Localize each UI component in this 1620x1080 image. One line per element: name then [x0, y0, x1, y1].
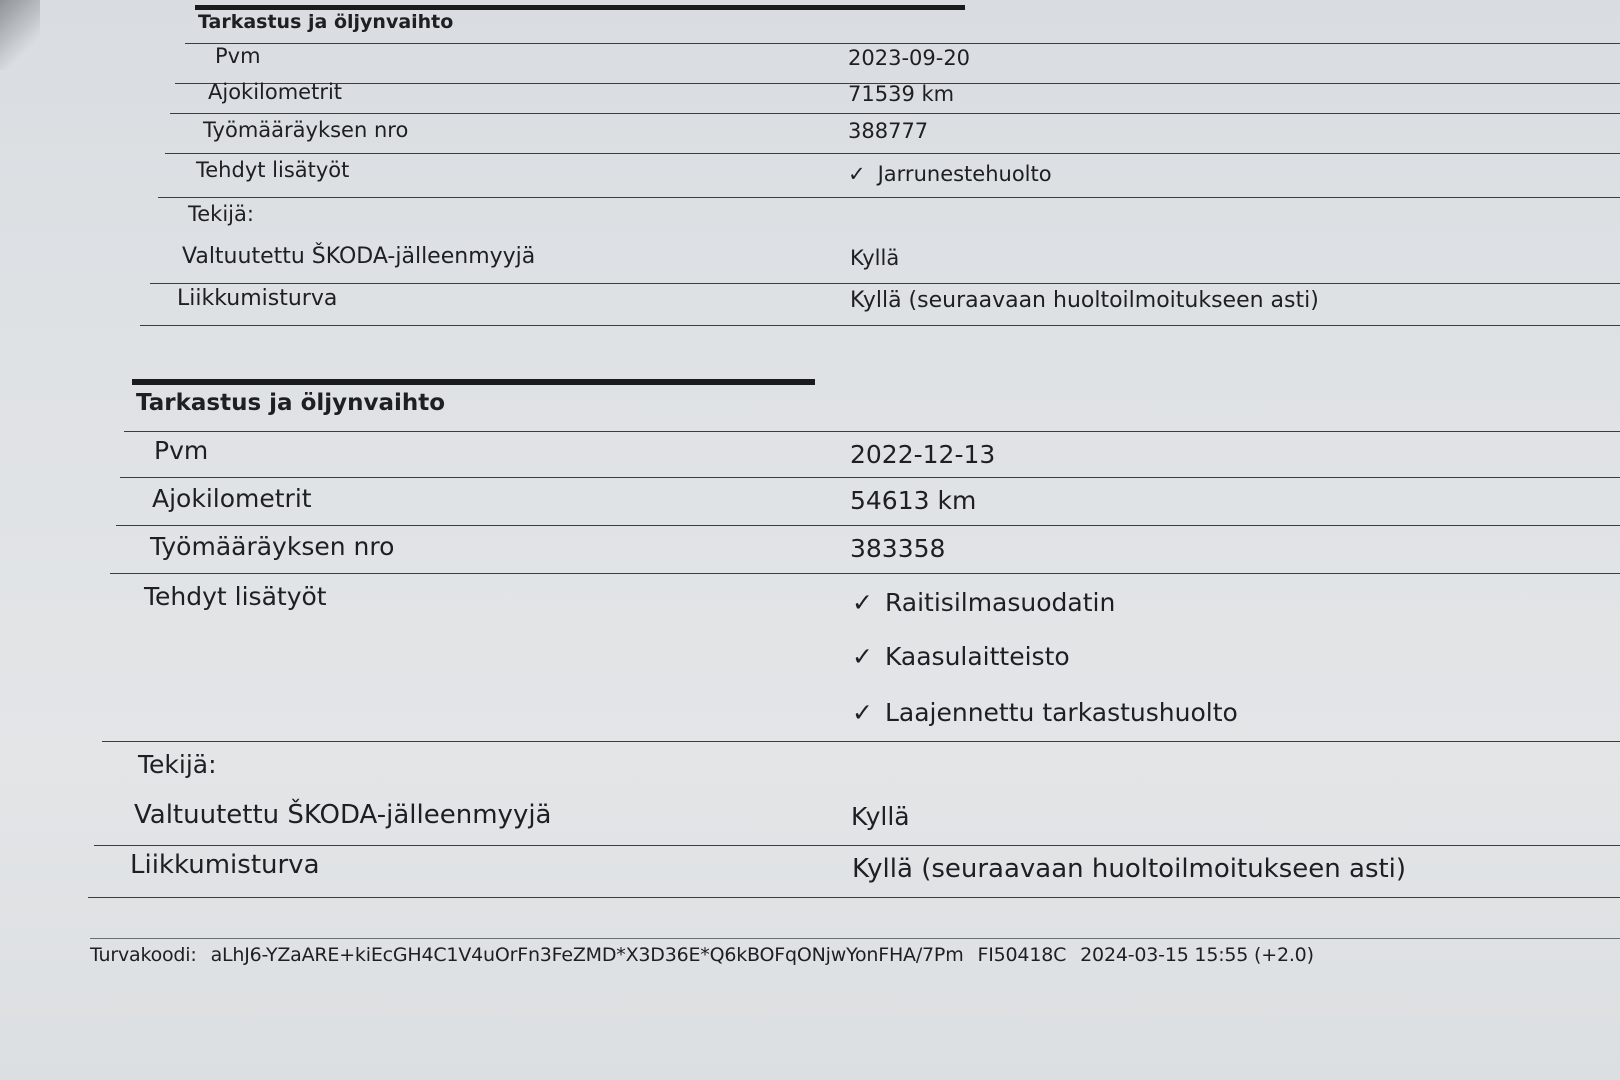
security-code-label: Turvakoodi: — [90, 944, 197, 966]
row-header-rule — [185, 0, 1620, 44]
row-mobility — [88, 846, 1620, 898]
mileage-value: 54613 km — [850, 486, 977, 515]
print-timestamp: 2024-03-15 15:55 (+2.0) — [1080, 944, 1314, 966]
checkmark-icon: ✓ — [852, 642, 873, 671]
mobility-value: Kyllä (seuraavaan huoltoilmoitukseen asti) — [850, 288, 1319, 313]
mileage-label: Ajokilometrit — [208, 80, 343, 104]
service-entry-2 — [92, 370, 1620, 900]
extra-item — [852, 698, 1238, 727]
row-mileage — [170, 80, 1620, 114]
date-value: 2023-09-20 — [848, 46, 971, 70]
checkmark-icon: ✓ — [852, 588, 873, 617]
checkmark-icon: ✓ — [848, 162, 866, 186]
row-order-number — [110, 526, 1620, 574]
order-number-label: Työmääräyksen nro — [150, 532, 395, 561]
maker-label: Tekijä: — [188, 202, 254, 226]
extra-item — [852, 588, 1115, 617]
mileage-label: Ajokilometrit — [152, 484, 312, 513]
extra-item-label: Kaasulaitteisto — [884, 642, 1070, 671]
dealer-label: Valtuutettu ŠKODA-jälleenmyyjä — [182, 244, 536, 269]
mobility-label: Liikkumisturva — [177, 286, 338, 311]
extra-item-label: Jarrunestehuolto — [877, 162, 1052, 186]
footer-rule — [90, 938, 1620, 939]
extra-item — [848, 162, 1052, 186]
order-number-value: 388777 — [848, 119, 929, 143]
row-date — [120, 432, 1620, 478]
row-mobility — [140, 284, 1620, 326]
mileage-value: 71539 km — [848, 82, 955, 106]
row-maker — [94, 742, 1620, 846]
mobility-value: Kyllä (seuraavaan huoltoilmoitukseen asti) — [852, 854, 1407, 884]
extra-item — [852, 642, 1070, 671]
extra-item-label: Raitisilmasuodatin — [884, 588, 1116, 617]
row-mileage — [116, 478, 1620, 526]
mobility-label: Liikkumisturva — [130, 850, 320, 880]
row-maker — [150, 198, 1620, 284]
security-code-value: aLhJ6-YZaARE+kiEcGH4C1V4uOrFn3FeZMD*X3D36E*Q6kBOFqONjwYonFHA/7Pm — [210, 944, 964, 966]
maker-label: Tekijä: — [138, 750, 217, 779]
date-value: 2022-12-13 — [850, 440, 996, 469]
row-extras — [158, 154, 1620, 198]
security-code-footer — [90, 944, 1328, 966]
extras-label: Tehdyt lisätyöt — [196, 158, 350, 182]
order-number-value: 383358 — [850, 534, 946, 563]
dealer-value: Kyllä — [850, 246, 900, 270]
dealer-label: Valtuutettu ŠKODA-jälleenmyyjä — [134, 800, 552, 830]
service-entry-1 — [150, 0, 1620, 330]
row-extras — [102, 574, 1620, 742]
row-date — [175, 44, 1620, 84]
extra-item-label: Laajennettu tarkastushuolto — [884, 698, 1238, 727]
dealer-value: Kyllä — [851, 802, 910, 831]
row-order-number — [165, 114, 1620, 154]
section-title: Tarkastus ja öljynvaihto — [136, 390, 446, 416]
extras-label: Tehdyt lisätyöt — [144, 582, 327, 611]
date-label: Pvm — [154, 436, 209, 465]
order-number-label: Työmääräyksen nro — [203, 118, 409, 142]
row-header-rule — [124, 370, 1620, 432]
document-id: FI50418C — [977, 944, 1067, 966]
date-label: Pvm — [215, 44, 261, 68]
section-title: Tarkastus ja öljynvaihto — [198, 11, 454, 33]
checkmark-icon: ✓ — [852, 698, 873, 727]
